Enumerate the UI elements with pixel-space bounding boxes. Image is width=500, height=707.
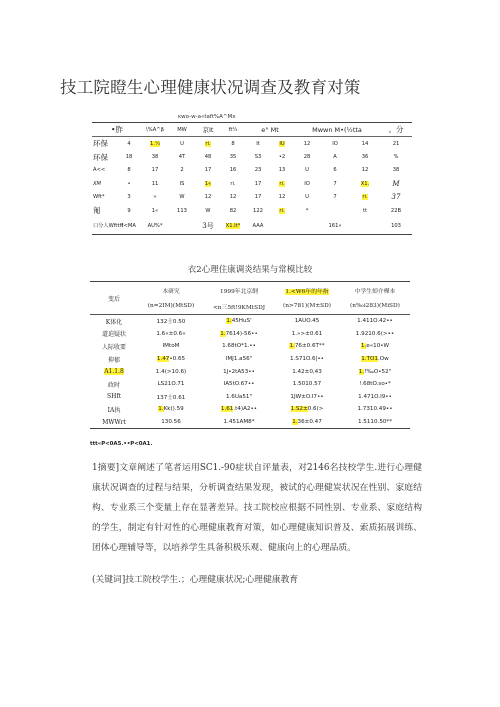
table1-header-cell: ft¼: [220, 123, 246, 137]
table2-row: [90, 328, 410, 341]
table1-cell: 6: [333, 167, 337, 174]
table2-cell: [340, 340, 410, 353]
document-title: 技工院瞪生心理健康状况调查及教育对策: [60, 78, 361, 97]
table1-cell: AAA: [246, 217, 270, 235]
table2-row: [90, 416, 410, 429]
table1-header-cell: Mwwn M•(½tta: [294, 123, 380, 137]
table1-cell: 38: [151, 154, 159, 161]
table1-cell: l<MA: [116, 217, 142, 235]
table2-caption: 衣2心理住康调炎结果与常模比较: [187, 265, 313, 275]
table1-cell: 匍: [93, 206, 101, 216]
table1-cell: 16: [229, 167, 237, 174]
table1-cell: •2: [278, 154, 286, 161]
table1-cell: [270, 217, 294, 235]
table1-cell: 12: [229, 194, 237, 201]
table2-cell: 道迫疑状: [101, 331, 126, 339]
table2-cell: 132士0.50: [156, 319, 186, 326]
table2-cell: 1.»>±0.61: [291, 330, 323, 337]
table2-header-row: [90, 282, 410, 299]
table2-cell: 人际收要: [101, 343, 126, 351]
table2-cell: [274, 416, 340, 429]
table1-cell: 82: [229, 207, 237, 214]
table1-row: [92, 177, 412, 190]
table1-cell: 14: [361, 140, 369, 147]
table2-cell: IMJ1.a56": [225, 356, 253, 363]
table1-cell: 28: [303, 154, 311, 161]
table2-header-cell: 变后: [90, 282, 138, 315]
table1-cell: IS: [179, 180, 185, 187]
table1-cell: [350, 191, 380, 204]
table1-cell: [220, 217, 246, 235]
table2-cell: 137士0.61: [156, 394, 186, 401]
table2-cell: IA执: [107, 406, 121, 414]
table2-cell: 1.4(>10.6): [155, 368, 187, 375]
table1-cell: [350, 177, 380, 190]
table2-cell: [204, 403, 274, 416]
table1-cell: 38: [392, 167, 400, 174]
table1-cell: S3: [254, 154, 262, 161]
table1-row: [92, 150, 412, 163]
table2-cell: 1.5010.57: [292, 381, 322, 388]
table1-cell: XM: [93, 180, 102, 187]
table2-header-cell: 本研究: [138, 282, 204, 299]
table2-cell: LS21O.71: [157, 381, 185, 388]
table2-cell-rest: e«10•W: [366, 343, 390, 350]
table1-cell: M: [392, 179, 400, 188]
table2: [90, 281, 410, 429]
table2-highlight: 1.: [358, 368, 365, 375]
table2-cell: 1.S71O.6|••: [289, 356, 324, 363]
table2-highlight: 1.: [226, 318, 232, 325]
table2-cell: [340, 353, 410, 366]
table1-cell: It: [256, 140, 260, 147]
table2-cell: 1.42±0,43: [292, 368, 322, 375]
table1-header-cell: 。分: [380, 123, 412, 137]
table2-cell-rest: 0.6(>: [307, 406, 324, 413]
table2-subheader-cell: <n三5ft!9KMtSDJ: [204, 298, 274, 315]
table1-cell: U: [305, 194, 309, 201]
table1-cell: [142, 137, 168, 151]
table2-cell: 1.68tO*1.••: [222, 343, 256, 350]
table2-cell: [204, 328, 274, 341]
table2-cell: 1AUO.45: [294, 318, 320, 325]
table1-cell: 17: [204, 167, 212, 174]
table1-cell: »: [153, 194, 157, 201]
table1-highlight: X1.It*: [225, 222, 241, 229]
table1-cell: [196, 137, 220, 151]
table1-header-cell: MW: [168, 123, 196, 137]
table1-header-cell: e° Mt: [246, 123, 294, 137]
table1-cell: AU%*: [142, 217, 168, 235]
table2-header-cell: [274, 282, 340, 299]
table2-cell-rest: Kk().59: [163, 406, 184, 413]
table2-header-cell: 1999年北京纲: [204, 282, 274, 299]
table1-cell: 36: [361, 154, 369, 161]
table1-row: [92, 204, 412, 217]
table1-cell: 12: [278, 194, 286, 201]
table2-cell: 1JW±O.I7••: [290, 393, 324, 400]
table1-cell: [294, 217, 320, 235]
table1-cell: 环保: [93, 152, 108, 162]
table1-cell: 17: [254, 180, 262, 187]
table1-row: [92, 164, 412, 177]
table1-cell: 122: [253, 207, 263, 214]
table2-cell: [90, 365, 138, 378]
table2-highlight: 1.TO1: [361, 356, 378, 363]
table1-cell: 12: [204, 194, 212, 201]
table1-highlight: 1.¼: [150, 140, 160, 147]
table1-cell: 17: [151, 167, 159, 174]
table2-cell: [204, 315, 274, 328]
table2-highlight: 1.: [360, 343, 367, 350]
table1-cell: U: [305, 167, 309, 174]
table2-highlight: 1.61: [220, 406, 234, 413]
table1-cell: 7: [333, 180, 337, 187]
table2-cell: 1.7310.49••: [357, 406, 393, 413]
table1-cell: IO: [332, 140, 338, 147]
table2-row: [90, 315, 410, 328]
table1-cell: W: [179, 194, 185, 201]
table2-cell-rest: !‰O•52": [364, 368, 392, 375]
table1-highlight: IU: [279, 140, 285, 147]
table1-cell: 35: [229, 154, 237, 161]
table2-row: [90, 365, 410, 378]
table1-cell: ri.: [230, 180, 236, 187]
table2-subheader-cell: (n=2IM)(MtSD): [138, 298, 204, 315]
table2-highlight: A1.1.8: [104, 368, 124, 376]
table2-cell-rest: 36±0.47: [297, 419, 322, 426]
table2-cell-rest: 45HuS': [231, 318, 252, 325]
table2-cell-rest: .Ow: [377, 356, 389, 363]
table1-cell: 161«: [320, 217, 350, 235]
table2-row: [90, 340, 410, 353]
table1-cell: 23: [254, 167, 262, 174]
table2-highlight: 1.: [292, 419, 298, 426]
table2-cell: 政时: [107, 381, 120, 389]
table1-cell: [350, 217, 380, 235]
table2-cell-rest: 7614)-56••: [225, 330, 258, 337]
table1-cell: •: [127, 180, 131, 187]
table1-cell: %: [393, 154, 399, 161]
table1: [92, 122, 412, 235]
table2-row: [90, 353, 410, 366]
table1-row: [92, 191, 412, 204]
table1-cell: 11: [151, 180, 159, 187]
table2-body: [90, 315, 410, 429]
table1-highlight: ri.: [279, 180, 285, 187]
table2-cell: K体化: [105, 318, 123, 326]
table2-cell: 1.6«±0.6«: [156, 330, 186, 337]
table1-cell: [270, 204, 294, 217]
table1-cell: A: [333, 154, 337, 161]
table1-cell: 1«: [151, 207, 159, 214]
table2-cell-rest: .t4)A2••: [233, 406, 258, 413]
table2-cell: MWWrt: [90, 416, 138, 429]
table1-highlight: X1.: [360, 180, 370, 187]
table2-cell: 1.411O.42••: [357, 318, 393, 325]
table1-header-cell: \%A^β: [142, 123, 168, 137]
table1-caption: ĸwo-w-a«taft%A^Mx: [178, 114, 236, 120]
keywords-line: (关键词]技工院校学生.；心理健康状况;心理健康教育: [92, 575, 299, 585]
table2-cell: 1.5110.50**: [340, 416, 410, 429]
table2-subheader-cell: (n‰i283)(MiSD): [340, 298, 410, 315]
table2-header-cell: 中学生焯介樺本: [340, 282, 410, 299]
table2-cell: SHft: [107, 393, 121, 401]
table1-highlight: ri.: [279, 207, 285, 214]
table1-cell: 7: [333, 194, 337, 201]
table2-cell: [138, 353, 204, 366]
table1-cell: 2: [180, 167, 184, 174]
table1-cell: 13: [278, 167, 286, 174]
table2-cell: IMtoM: [162, 343, 180, 350]
table1-cell: [270, 137, 294, 151]
table1-highlight: ri.: [205, 140, 211, 147]
table2-cell-rest: •0.65: [169, 356, 186, 363]
table2-cell: !.68tO.so•*: [359, 381, 391, 388]
table1-cell: 3号: [196, 217, 220, 235]
table1-cell: 环保: [93, 139, 108, 149]
table1-cell: 8: [127, 167, 131, 174]
table1-cell: 9: [127, 207, 131, 214]
table2-cell: 1.9210.6(>••: [355, 330, 395, 337]
table1-cell: IO: [304, 180, 310, 187]
table1-cell: U: [180, 140, 184, 147]
table1-highlight: ri.: [362, 194, 368, 201]
abstract-paragraph: 1摘要]文章阐述了笔者运用SC1.-90症状自评量表，对2146名技校学生.进行心理健康状况调查的过程与结果，分析调查结果发现，被试的心理健炭状况在性别、家庭结构、专业系三个变量上存在显著差异。技工院校应根据不同性别、专业系、家庭结构的学生，制定有针对性的心理健康教育对策，如心理健康知识普及、索质拓展训练、团体心理辅导等，以培养学生具备积极乐观、健康向上的心理品质。: [92, 463, 422, 553]
table1-cell: 12: [361, 167, 369, 174]
table2-cell: [274, 340, 340, 353]
table1-cell: 4T: [178, 154, 186, 161]
table2-cell: 130.56: [138, 416, 204, 429]
table2-cell: 抑郁: [107, 356, 120, 364]
table2-highlight: 1.: [158, 406, 164, 413]
table1-cell: 37: [391, 193, 401, 202]
table1-cell: [320, 204, 350, 217]
table1-cell: 4: [127, 140, 131, 147]
table1-cell: 22B: [390, 207, 402, 214]
table2-subheader-row: [90, 298, 410, 315]
table1-cell: 103: [380, 217, 412, 235]
table2-cell: [274, 403, 340, 416]
table1-cell: W: [205, 207, 211, 214]
table2-header-highlight: 1.<W6年的年指: [285, 288, 329, 295]
table1-cell: *: [305, 207, 309, 214]
table1-row: [92, 217, 412, 235]
table1-highlight: 1«: [204, 180, 212, 187]
table2-highlight: 1.47: [156, 356, 170, 363]
table1-cell: tt: [362, 207, 368, 214]
table2-row: [90, 403, 410, 416]
table1-cell: 18: [125, 154, 133, 161]
table2-row: [90, 391, 410, 404]
table1-body: [92, 137, 412, 235]
table2-row: [90, 378, 410, 391]
table1-cell: [270, 177, 294, 190]
table2-highlight: 1.: [289, 343, 295, 350]
table1-cell: Wft*: [93, 194, 105, 201]
table1-header-cell: •胙: [92, 123, 142, 137]
table2-cell: 1.451AM8*: [204, 416, 274, 429]
table1-cell: 3: [127, 194, 131, 201]
table1-cell: [168, 217, 196, 235]
table2-cell: 1.471O.I9••: [358, 393, 392, 400]
table2-highlight: 1.S2±: [290, 406, 308, 413]
table2-cell: 1.6Ua51": [225, 393, 253, 400]
table2-cell: [138, 403, 204, 416]
table1-cell: 48: [204, 154, 212, 161]
table1-cell: 21: [392, 140, 400, 147]
table2-cell: 1J•2tA53••: [223, 368, 255, 375]
table2-highlight: 1.: [220, 330, 226, 337]
table1-header-cell: 京It: [196, 123, 220, 137]
table1-cell: 17: [254, 194, 262, 201]
table1-cell: A<<: [93, 167, 106, 174]
table1-cell: 12: [303, 140, 311, 147]
table1-cell: 口分人Wfttff: [92, 217, 116, 235]
table1-header-row: [92, 123, 412, 137]
table1-cell: 8: [231, 140, 235, 147]
table2-cell: IA5tO.67••: [223, 381, 255, 388]
table1-cell: [196, 177, 220, 190]
table2-significance-note: ttt«P<0A5.••P<0A1.: [90, 441, 153, 447]
table1-cell: 113: [177, 207, 187, 214]
table1-row: [92, 137, 412, 151]
table2-cell-rest: 76±0.6T**: [294, 343, 325, 350]
table2-subheader-cell: (n>781)(M±SD): [274, 298, 340, 315]
table2-cell: [340, 365, 410, 378]
